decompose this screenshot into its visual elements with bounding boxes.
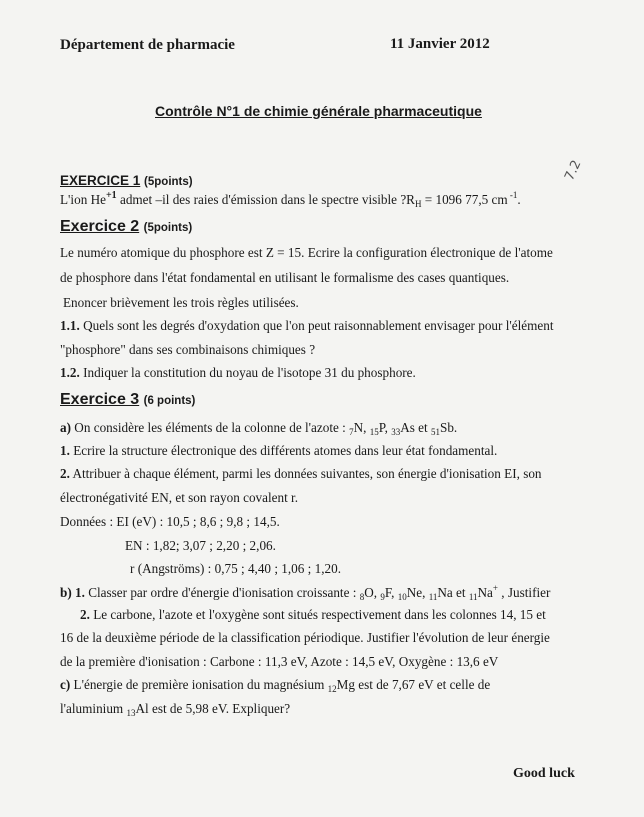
data-en: EN : 1,82; 3,07 ; 2,20 ; 2,06. — [125, 538, 276, 553]
exercise-1-name: EXERCICE 1 — [60, 173, 141, 188]
exam-date: 11 Janvier 2012 — [390, 36, 490, 52]
q-1-text: Ecrire la structure électronique des différents atomes dans leur état fondamental. — [69, 443, 498, 458]
q-1-1-text: Quels sont les degrés d'oxydation que l'on peut raisonnablement envisager pour l'élément — [79, 318, 554, 333]
part-b2-number: 2. — [80, 607, 90, 622]
ex2-question-1-2 — [60, 365, 416, 381]
data-ei: Données : EI (eV) : 10,5 ; 8,6 ; 9,8 ; 14,5. — [60, 514, 280, 529]
part-c-line2-a: l'aluminium — [60, 701, 127, 716]
sep-2: , — [384, 420, 392, 435]
ex3-part-b1 — [60, 583, 550, 602]
ex2-line-1: Le numéro atomique du phosphore est Z = 15. Ecrire la configuration électronique de l'atome — [60, 245, 553, 260]
sb-atomic-number: 51 — [431, 427, 440, 437]
ex1-r-subscript: H — [414, 199, 422, 209]
na-ion-atomic-number: 11 — [468, 592, 478, 602]
n-symbol: N — [353, 420, 364, 435]
ex1-ion-charge: +1 — [105, 190, 117, 201]
na-atomic-number: 11 — [428, 592, 438, 602]
ne-atomic-number: 10 — [397, 592, 407, 602]
al-atomic-number: 13 — [126, 708, 136, 718]
exercise-2-heading — [60, 218, 192, 236]
p-atomic-number: 15 — [369, 427, 379, 437]
as-atomic-number: 33 — [391, 427, 401, 437]
f-symbol: F, — [384, 585, 398, 600]
exercise-3-name: Exercice 3 — [60, 391, 140, 408]
p-symbol: P — [378, 420, 385, 435]
exercise-3-points: (6 points) — [143, 395, 196, 407]
q-1-number: 1. — [60, 443, 70, 458]
exercise-1-points: (5points) — [144, 176, 193, 188]
part-c-text-a: L'énergie de première ionisation du magnésium — [70, 677, 328, 692]
part-b1-text: Classer par ordre d'énergie d'ionisation croissante : — [84, 585, 360, 600]
ex1-text-a: L'ion He — [60, 192, 106, 207]
mg-atomic-number: 12 — [327, 684, 337, 694]
exercise-1-heading — [60, 173, 193, 188]
q-1-2-number: 1.2. — [60, 365, 80, 380]
ne-symbol: Ne, — [406, 585, 429, 600]
ex1-text-b: admet –il des raies d'émission dans le spectre visible ?R — [116, 192, 415, 207]
ex2-line-2: de phosphore dans l'état fondamental en utilisant le formalisme des cases quantiques. — [60, 270, 510, 285]
ex3-part-a — [60, 420, 457, 437]
ex3-part-c — [60, 677, 490, 694]
q-1-1-number: 1.1. — [60, 318, 80, 333]
o-atomic-number: 8 — [359, 592, 365, 602]
sb-symbol: Sb. — [440, 420, 458, 435]
ex3-part-c-line-2 — [60, 701, 290, 718]
f-atomic-number: 9 — [380, 592, 385, 602]
part-c-text-b: Mg est de 7,67 eV et celle de — [336, 677, 491, 692]
part-b1-label: b) 1. — [60, 585, 85, 600]
exercise-1-question — [60, 190, 521, 209]
ex3-part-b2 — [80, 607, 546, 623]
ex3-question-1 — [60, 443, 497, 459]
part-c-label: c) — [60, 677, 71, 692]
closing-text: Good luck — [513, 766, 575, 781]
ex3-question-2-cont: électronégativité EN, et son rayon covalent r. — [60, 490, 299, 505]
ex3-part-b2-line-3: de la première d'ionisation : Carbone : 11,3 eV, Azote : 14,5 eV, Oxygène : 13,6 eV — [60, 654, 499, 669]
justifier-text: , Justifier — [498, 585, 551, 600]
part-b2-text: Le carbone, l'azote et l'oxygène sont situés respectivement dans les colonnes 14, 15 et — [89, 607, 546, 622]
ex1-unit-exponent: -1 — [507, 190, 518, 200]
ex2-line-3: Enoncer brièvement les trois règles utilisées. — [63, 295, 299, 310]
page-title: Contrôle N°1 de chimie générale pharmaceutique — [155, 103, 482, 119]
na-ion-charge: + — [492, 583, 498, 593]
handwritten-grade-note: 7.2 — [562, 157, 585, 184]
part-a-label: a) — [60, 420, 71, 435]
q-1-2-text: Indiquer la constitution du noyau de l'isotope 31 du phosphore. — [79, 365, 416, 380]
ex3-question-2 — [60, 466, 542, 482]
data-r: r (Angstrӧms) : 0,75 ; 4,40 ; 1,06 ; 1,20. — [130, 561, 341, 576]
exercise-2-name: Exercice 2 — [60, 218, 140, 235]
na-ion-symbol: Na — [477, 585, 493, 600]
exercise-3-heading — [60, 391, 195, 409]
ex2-question-1-1-cont: "phosphore" dans ses combinaisons chimiques ? — [60, 342, 316, 357]
n-atomic-number: 7 — [349, 427, 354, 437]
part-c-line2-b: Al est de 5,98 eV. Expliquer? — [135, 701, 291, 716]
o-symbol: O, — [364, 585, 381, 600]
part-a-text: On considère les éléments de la colonne de l'azote : — [71, 420, 350, 435]
ex2-question-1-1 — [60, 318, 553, 334]
na-symbol: Na et — [437, 585, 469, 600]
ex1-text-d: . — [517, 192, 521, 207]
sep-1: , — [363, 420, 370, 435]
ex1-text-c: = 1096 77,5 cm — [421, 192, 508, 207]
q-2-number: 2. — [60, 466, 70, 481]
q-2-text: Attribuer à chaque élément, parmi les données suivantes, son énergie d'ionisation EI, son — [69, 466, 542, 481]
exercise-2-points: (5points) — [143, 222, 193, 234]
department-name: Département de pharmacie — [60, 37, 235, 53]
as-symbol: As et — [400, 420, 431, 435]
ex3-part-b2-line-2: 16 de la deuxième période de la classification périodique. Justifier l'évolution de leur énergie — [60, 630, 550, 645]
